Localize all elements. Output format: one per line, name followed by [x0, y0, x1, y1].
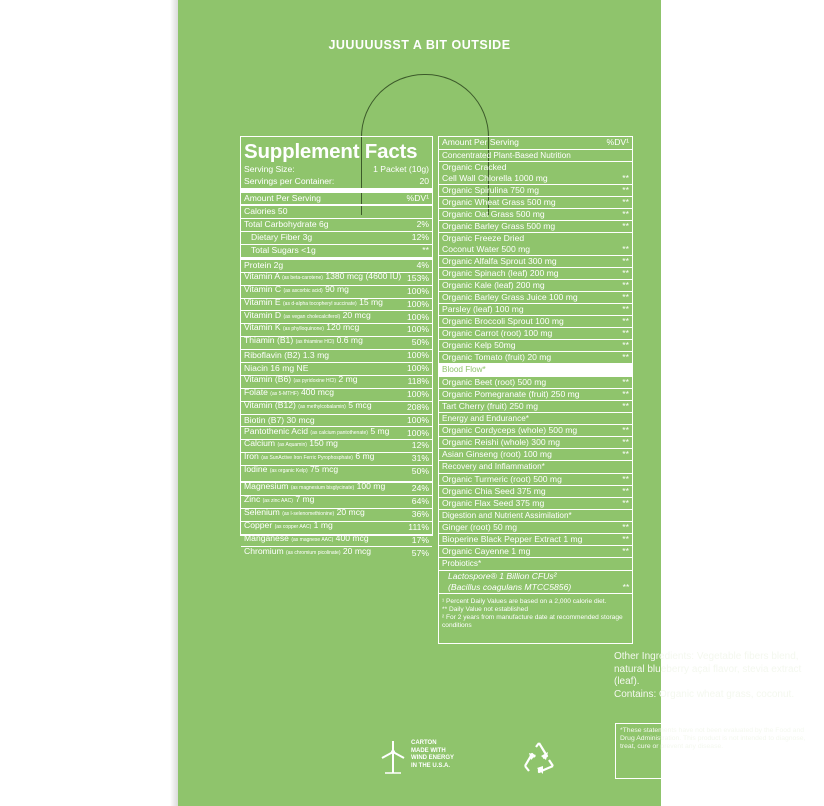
macro-row — [241, 231, 432, 244]
nutrient-source: (as beta-carotene) — [282, 274, 323, 281]
blend-ingredient-line: Organic Barley Grass Juice 100 mg — [442, 292, 578, 302]
nutrient-amount: 120 mcg — [326, 322, 360, 333]
wind-turbine-icon — [380, 740, 406, 774]
nutrient-dv: 208% — [407, 401, 429, 412]
vitamin-row — [241, 323, 432, 336]
nutrient-source: (as pyridoxine HCl) — [293, 377, 337, 384]
vitamin-row — [241, 375, 432, 388]
blend-ingredient-row — [439, 303, 632, 315]
nutrient-name: Riboflavin (B2) 1.3 mg — [244, 350, 330, 361]
blend-ingredient-line: Organic Cracked — [442, 162, 507, 172]
nutrient-source: (as vegan cholecalciferol) — [283, 313, 341, 320]
amount-header — [241, 188, 432, 205]
nutrient-dv: 64% — [411, 495, 429, 506]
blend-ingredient-line: Organic Reishi (whole) 300 mg — [442, 437, 560, 447]
mineral-row — [241, 521, 432, 534]
blend-ingredient-dv: ** — [622, 522, 629, 532]
nutrient-source: (as 5-MTHF) — [270, 390, 299, 397]
nutrient-name: Manganese (as magnese AAC) 400 mcg — [244, 532, 369, 543]
nutrient-amount: 15 mg — [359, 296, 383, 307]
blend-ingredient-row — [439, 339, 632, 351]
blend-ingredient-row — [439, 424, 632, 436]
blend-ingredient-name — [442, 437, 560, 448]
blend-ingredient-line: Organic Turmeric (root) 500 mg — [442, 473, 562, 484]
blend-ingredient-line: Organic Beet (root) 500 mg — [442, 376, 547, 387]
blend-panel — [438, 136, 633, 644]
protein-row — [241, 257, 432, 272]
blend-ingredient-name — [442, 401, 538, 412]
amount-label: Amount Per Serving — [244, 192, 321, 203]
nutrient-amount: 30 mcg — [286, 414, 315, 425]
blend-ingredient-name — [442, 449, 552, 460]
blend-ingredient-row — [439, 232, 632, 255]
blend-ingredient-line: Tart Cherry (fruit) 250 mg — [442, 400, 538, 411]
blend-amount-header — [439, 137, 632, 149]
supplement-facts-panel — [240, 136, 433, 558]
blend-ingredient-name — [442, 162, 548, 184]
blend-ingredient-row — [439, 208, 632, 220]
nutrient-amount: 5 mcg — [348, 399, 372, 410]
nutrient-name: Chromium (as chromium picolinate) 20 mcg — [244, 545, 372, 556]
vitamin-row — [241, 414, 432, 427]
footnote-line: ² For 2 years from manufacture date at recommended storage conditions — [442, 613, 623, 629]
nutrient-amount: 75 mcg — [310, 464, 339, 475]
nutrient-name: Niacin 16 mg NE — [244, 363, 309, 374]
nutrient-amount: 20 mcg — [342, 545, 372, 556]
wind-badge-line-2: MADE WITH — [411, 747, 446, 754]
blend-ingredient-line: Organic Cayenne 1 mg — [442, 546, 531, 556]
nutrient-amount: 1.3 mg — [302, 350, 330, 361]
blend-ingredient-name — [442, 221, 555, 232]
nutrient-dv: 100% — [407, 388, 429, 399]
serving-size-value: 1 Packet (10g) — [373, 164, 429, 174]
blend-ingredient-name — [442, 209, 545, 220]
blend-ingredient-row — [439, 351, 632, 363]
blend-ingredient-dv: ** — [622, 546, 629, 556]
dv-label: %DV¹ — [406, 192, 429, 203]
blend-ingredient-name — [442, 534, 582, 545]
blend-ingredient-dv: ** — [622, 185, 629, 195]
blend-ingredient-dv: ** — [622, 340, 629, 350]
nutrient-source: (as l-selenomethionine) — [282, 510, 335, 517]
other-ingredients: Other Ingredients: Vegetable fibers blend, natural blueberry açai flavor, stevia extract (leaf). — [614, 651, 802, 687]
blend-ingredient-line: Lactospore® 1 Billion CFUs² — [448, 570, 557, 581]
nutrient-source: (as d-alpha tocopheryl succinate) — [283, 300, 357, 307]
blend-ingredient-line: Organic Wheat Grass 500 mg — [442, 197, 556, 207]
blend-ingredient-dv: ** — [622, 534, 629, 544]
blend-ingredient-row — [439, 400, 632, 412]
nutrient-dv: 100% — [407, 298, 429, 309]
blend-ingredient-dv: ** — [622, 388, 629, 399]
vitamin-row — [241, 401, 432, 414]
nutrient-dv: 50% — [411, 466, 429, 477]
wind-badge-line-4: IN THE U.S.A. — [411, 762, 451, 769]
blend-ingredient-line: Organic Freeze Dried — [442, 233, 525, 243]
macro-dv: ** — [422, 245, 429, 256]
macro-name: Total Carbohydrate 6g — [244, 219, 329, 230]
nutrient-amount: 16 mg NE — [270, 363, 309, 374]
nutrient-dv: 100% — [407, 363, 429, 374]
nutrient-source: (as chromium picolinate) — [286, 549, 341, 556]
blend-ingredient-line: Organic Spinach (leaf) 200 mg — [442, 268, 559, 278]
nutrient-name: Vitamin (B12) (as methylcobalamin) 5 mcg — [244, 399, 372, 410]
nutrient-source: (as calcium pantothenate) — [310, 429, 368, 436]
blend-ingredient-line: Ginger (root) 50 mg — [442, 522, 517, 532]
wind-badge-line-3: WIND ENERGY — [411, 755, 455, 762]
blend-ingredient-dv: ** — [622, 244, 629, 254]
blend-ingredient-dv: ** — [622, 437, 629, 447]
nutrient-amount: 2 mg — [338, 373, 358, 384]
blend-ingredient-dv: ** — [622, 173, 629, 183]
blend-category-header: Digestion and Nutrient Assimilation* — [439, 509, 632, 522]
blend-ingredient-name — [442, 268, 559, 279]
nutrient-dv: 36% — [411, 508, 429, 519]
blend-category-header: Concentrated Plant-Based Nutrition — [439, 149, 632, 162]
blend-ingredient-dv: ** — [622, 485, 629, 496]
nutrient-dv: 100% — [407, 311, 429, 322]
calories: Calories 50 — [244, 206, 288, 217]
nutrient-name: Iodine (as organic Kelp) 75 mcg — [244, 464, 339, 475]
macro-name: Dietary Fiber 3g — [251, 232, 313, 243]
vitamin-row — [241, 452, 432, 465]
blend-ingredient-row — [439, 220, 632, 232]
nutrient-source: (as phylloquinone) — [283, 326, 324, 333]
nutrient-dv: 57% — [411, 547, 429, 558]
nutrient-amount: 90 mg — [325, 283, 349, 294]
footnote-line: ** Daily Value not established — [442, 605, 529, 613]
blend-ingredient-name — [442, 197, 556, 208]
footnote-line: ¹ Percent Daily Values are based on a 2,000 calorie diet. — [442, 597, 607, 605]
footnotes — [439, 593, 632, 634]
macro-dv: 12% — [411, 232, 429, 243]
blend-ingredient-dv: ** — [622, 425, 629, 435]
servings-line — [241, 176, 432, 188]
blend-dv-label: %DV¹ — [606, 137, 629, 147]
nutrient-dv: 100% — [407, 324, 429, 335]
blend-ingredient-line: Organic Alfalfa Sprout 300 mg — [442, 256, 557, 266]
blend-ingredient-row — [439, 291, 632, 303]
nutrient-source: (as organic Kelp) — [269, 468, 308, 475]
blend-ingredient-name — [442, 377, 546, 388]
blend-category-header: Probiotics* — [439, 557, 632, 570]
nutrient-name: Thiamin (B1) (as thiamine HCl) 0.6 mg — [244, 335, 363, 346]
blend-ingredient-line: Organic Spirulina 750 mg — [442, 185, 539, 195]
blend-ingredient-name — [442, 256, 557, 267]
vitamin-row — [241, 362, 432, 375]
protein-dv: 4% — [416, 259, 429, 270]
nutrient-dv: 100% — [407, 350, 429, 361]
nutrient-dv: 12% — [411, 440, 429, 451]
blend-ingredient-name — [442, 474, 562, 485]
servings-value: 20 — [419, 175, 429, 186]
blend-ingredient-name — [442, 352, 551, 363]
blend-ingredient-line: Organic Broccoli Sprout 100 mg — [442, 316, 564, 326]
blend-ingredient-dv: ** — [622, 304, 629, 314]
nutrient-name: Calcium (as Aquamin) 150 mg — [244, 438, 338, 449]
nutrient-source: (as magnese AAC) — [291, 536, 334, 543]
blend-ingredient-line: (Bacillus coagulans MTCC5856) — [448, 581, 572, 592]
blend-ingredient-dv: ** — [622, 352, 629, 362]
wind-badge-line-1: CARTON — [411, 740, 437, 746]
nutrient-name: Pantothenic Acid (as calcium pantothenate) 5 mg — [244, 425, 390, 436]
blend-ingredient-dv: ** — [622, 209, 629, 219]
blend-ingredient-dv: ** — [622, 292, 629, 302]
blend-ingredient-dv: ** — [622, 328, 629, 338]
blend-ingredient-line: Parsley (leaf) 100 mg — [442, 304, 524, 314]
vitamin-row — [241, 310, 432, 323]
blend-ingredient-name — [442, 316, 564, 327]
nutrient-amount: 20 mcg — [342, 309, 371, 320]
nutrient-name: Vitamin A (as beta-carotene) 1380 mcg (4600 IU) — [244, 270, 402, 281]
nutrient-dv: 17% — [411, 534, 429, 545]
blend-ingredient-name — [442, 389, 580, 400]
blend-ingredient-dv: ** — [622, 280, 629, 290]
fda-disclaimer: *These statements have not been evaluated by the Food and Drug Administration. This product is not intended to diagnose, treat, cure or prevent any disease. — [615, 723, 811, 779]
nutrient-amount: 1 mg — [313, 519, 333, 530]
blend-ingredient-row — [439, 473, 632, 485]
blend-ingredient-name — [442, 185, 539, 196]
blend-ingredient-dv: ** — [622, 473, 629, 484]
nutrient-name: Folate (as 5-MTHF) 400 mcg — [244, 386, 334, 397]
blend-ingredient-line: Organic Kelp 50mg — [442, 340, 516, 350]
blend-ingredient-row — [439, 196, 632, 208]
blend-amount-label: Amount Per Serving — [442, 137, 519, 147]
vitamin-row — [241, 388, 432, 401]
blend-ingredient-row — [439, 184, 632, 196]
blend-ingredient-row — [439, 267, 632, 279]
blend-category-header: Energy and Endurance* — [439, 412, 632, 425]
vitamin-row — [241, 465, 432, 478]
blend-ingredient-line: Organic Flax Seed 375 mg — [442, 497, 545, 508]
blend-ingredient-dv: ** — [622, 581, 629, 592]
blend-ingredient-row — [439, 279, 632, 291]
vitamin-row — [241, 426, 432, 439]
blend-ingredient-line: Bioperine Black Pepper Extract 1 mg — [442, 534, 583, 544]
blend-ingredient-name — [442, 486, 546, 497]
blend-ingredient-line: Organic Pomegranate (fruit) 250 mg — [442, 388, 580, 399]
carton-back-panel — [178, 0, 806, 806]
nutrient-name: Vitamin C (as ascorbic acid) 90 mg — [244, 283, 349, 294]
blend-ingredient-row — [439, 533, 632, 545]
blend-ingredient-name — [442, 304, 524, 315]
blend-ingredient-dv: ** — [622, 497, 629, 508]
blend-ingredient-name — [442, 280, 545, 291]
protein-name: Protein 2g — [244, 259, 284, 270]
macro-row — [241, 244, 432, 257]
blend-ingredient-dv: ** — [622, 400, 629, 411]
nutrient-name: Vitamin K (as phylloquinone) 120 mcg — [244, 322, 360, 333]
nutrient-dv: 153% — [407, 272, 429, 283]
blend-ingredient-name — [442, 498, 544, 509]
blend-ingredient-row — [439, 545, 632, 557]
blend-ingredient-name — [442, 233, 530, 255]
blend-ingredient-line: Coconut Water 500 mg — [442, 244, 531, 254]
blend-ingredient-line: Organic Tomato (fruit) 20 mg — [442, 352, 552, 362]
blend-ingredient-name — [442, 340, 516, 351]
nutrient-amount: 20 mcg — [336, 506, 365, 517]
recycle-icon — [519, 738, 559, 778]
nutrient-dv: 50% — [411, 337, 429, 348]
nutrient-amount: 150 mg — [309, 438, 338, 449]
nutrient-name: Vitamin D (as vegan cholecalciferol) 20 mcg — [244, 309, 371, 320]
nutrient-name: Copper (as copper AAC) 1 mg — [244, 519, 333, 530]
blend-category-header: Blood Flow* — [439, 363, 632, 376]
nutrient-name: Vitamin (B6) (as pyridoxine HCl) 2 mg — [244, 373, 358, 384]
mineral-row — [241, 534, 432, 547]
vitamin-row — [241, 349, 432, 362]
serving-size-line — [241, 164, 432, 176]
blend-ingredient-row — [439, 161, 632, 184]
nutrient-source: (as methylcobalamin) — [298, 403, 346, 410]
vitamin-row — [241, 272, 432, 285]
nutrient-dv: 118% — [407, 375, 429, 386]
blend-ingredient-row — [439, 327, 632, 339]
blend-ingredient-line: Organic Oat Grass 500 mg — [442, 209, 545, 219]
blend-ingredient-line: Organic Carrot (root) 100 mg — [442, 328, 553, 338]
blend-ingredient-name — [442, 328, 552, 339]
contains-statement: Contains: Organic wheat grass, coconut. — [614, 688, 795, 700]
nutrient-amount: 400 mcg — [301, 386, 334, 397]
nutrient-dv: 100% — [407, 414, 429, 425]
nutrient-source: (as ascorbic acid) — [283, 287, 323, 294]
blend-ingredient-line: Organic Kale (leaf) 200 mg — [442, 280, 545, 290]
nutrient-source: (as magnesium bisglycinate) — [290, 485, 355, 492]
blend-ingredient-dv: ** — [622, 376, 629, 387]
supplement-facts-title: Supplement Facts — [244, 140, 418, 163]
nutrient-name: Magnesium (as magnesium bisglycinate) 100 mg — [244, 481, 386, 492]
nutrient-name: Zinc (as zinc AAC) 7 mg — [244, 493, 315, 504]
blend-ingredient-line: Organic Cordyceps (whole) 500 mg — [442, 425, 578, 435]
wind-energy-badge — [411, 740, 454, 770]
nutrient-amount: 400 mcg — [335, 532, 369, 543]
macro-dv: 2% — [416, 219, 429, 230]
mineral-row — [241, 508, 432, 521]
blend-ingredient-row — [439, 448, 632, 460]
nutrient-dv: 31% — [411, 453, 429, 464]
blend-ingredient-row — [439, 497, 632, 509]
blend-ingredient-dv: ** — [622, 449, 629, 459]
blend-ingredient-row — [439, 376, 632, 388]
blend-ingredient-row — [439, 436, 632, 448]
nutrient-name: Iron (as SunActive Iron Ferric Pyrophosphate) 6 mg — [244, 451, 375, 462]
nutrient-amount: 6 mg — [355, 451, 375, 462]
blend-ingredient-row — [439, 388, 632, 400]
serving-size-label: Serving Size: — [244, 164, 295, 174]
nutrient-dv: 111% — [408, 521, 429, 532]
blend-ingredient-name — [442, 425, 577, 436]
vitamin-row — [241, 336, 432, 349]
blend-ingredient-row — [439, 521, 632, 533]
blend-ingredient-row — [439, 315, 632, 327]
nutrient-amount: 5 mg — [370, 425, 390, 436]
blend-ingredient-name — [442, 546, 530, 557]
nutrient-source: (as thiamine HCl) — [295, 339, 335, 346]
blend-ingredient-line: Organic Chia Seed 375 mg — [442, 485, 546, 496]
macro-row — [241, 218, 432, 231]
blend-ingredient-row — [439, 255, 632, 267]
blend-ingredient-dv: ** — [622, 268, 629, 278]
blend-ingredient-row — [439, 570, 632, 593]
nutrient-dv: 24% — [411, 483, 429, 494]
blend-ingredient-dv: ** — [622, 221, 629, 231]
blend-ingredient-dv: ** — [622, 256, 629, 266]
blend-ingredient-row — [439, 485, 632, 497]
ingredients-block — [614, 651, 824, 701]
blend-ingredient-name — [442, 522, 517, 533]
blend-ingredient-name — [442, 292, 578, 303]
nutrient-name: Biotin (B7) 30 mcg — [244, 414, 315, 425]
blend-ingredient-name — [442, 571, 571, 593]
vitamin-row — [241, 439, 432, 452]
nutrient-amount: 1380 mcg (4600 IU) — [325, 270, 402, 281]
nutrient-source: (as SunActive Iron Ferric Pyrophosphate) — [261, 455, 353, 462]
nutrient-name: Selenium (as l-selenomethionine) 20 mcg — [244, 506, 365, 517]
nutrient-source: (as Aquamin) — [277, 442, 307, 449]
vitamin-row — [241, 298, 432, 311]
blend-category-header: Recovery and Inflammation* — [439, 460, 632, 473]
macro-name: Total Sugars <1g — [251, 245, 316, 256]
nutrient-amount: 0.6 mg — [336, 335, 363, 346]
nutrient-amount: 100 mg — [356, 481, 386, 492]
vitamin-row — [241, 285, 432, 298]
nutrient-source: (as copper AAC) — [274, 523, 312, 530]
blend-ingredient-line: Asian Ginseng (root) 100 mg — [442, 449, 552, 459]
nutrient-name: Vitamin E (as d-alpha tocopheryl succinate) 15 mg — [244, 296, 383, 307]
nutrient-source: (as zinc AAC) — [262, 497, 293, 504]
nutrient-amount: 7 mg — [295, 493, 315, 504]
blend-ingredient-line: Cell Wall Chlorella 1000 mg — [442, 173, 548, 183]
mineral-row — [241, 495, 432, 508]
nutrient-dv: 100% — [407, 427, 429, 438]
calories-line — [241, 204, 432, 218]
blend-ingredient-dv: ** — [622, 197, 629, 207]
headline: JUUUUUSST A BIT OUTSIDE — [328, 38, 511, 52]
blend-ingredient-line: Organic Barley Grass 500 mg — [442, 221, 556, 231]
servings-label: Servings per Container: — [244, 175, 335, 186]
nutrient-dv: 100% — [407, 285, 429, 296]
blend-ingredient-dv: ** — [622, 316, 629, 326]
mineral-row — [241, 546, 432, 559]
